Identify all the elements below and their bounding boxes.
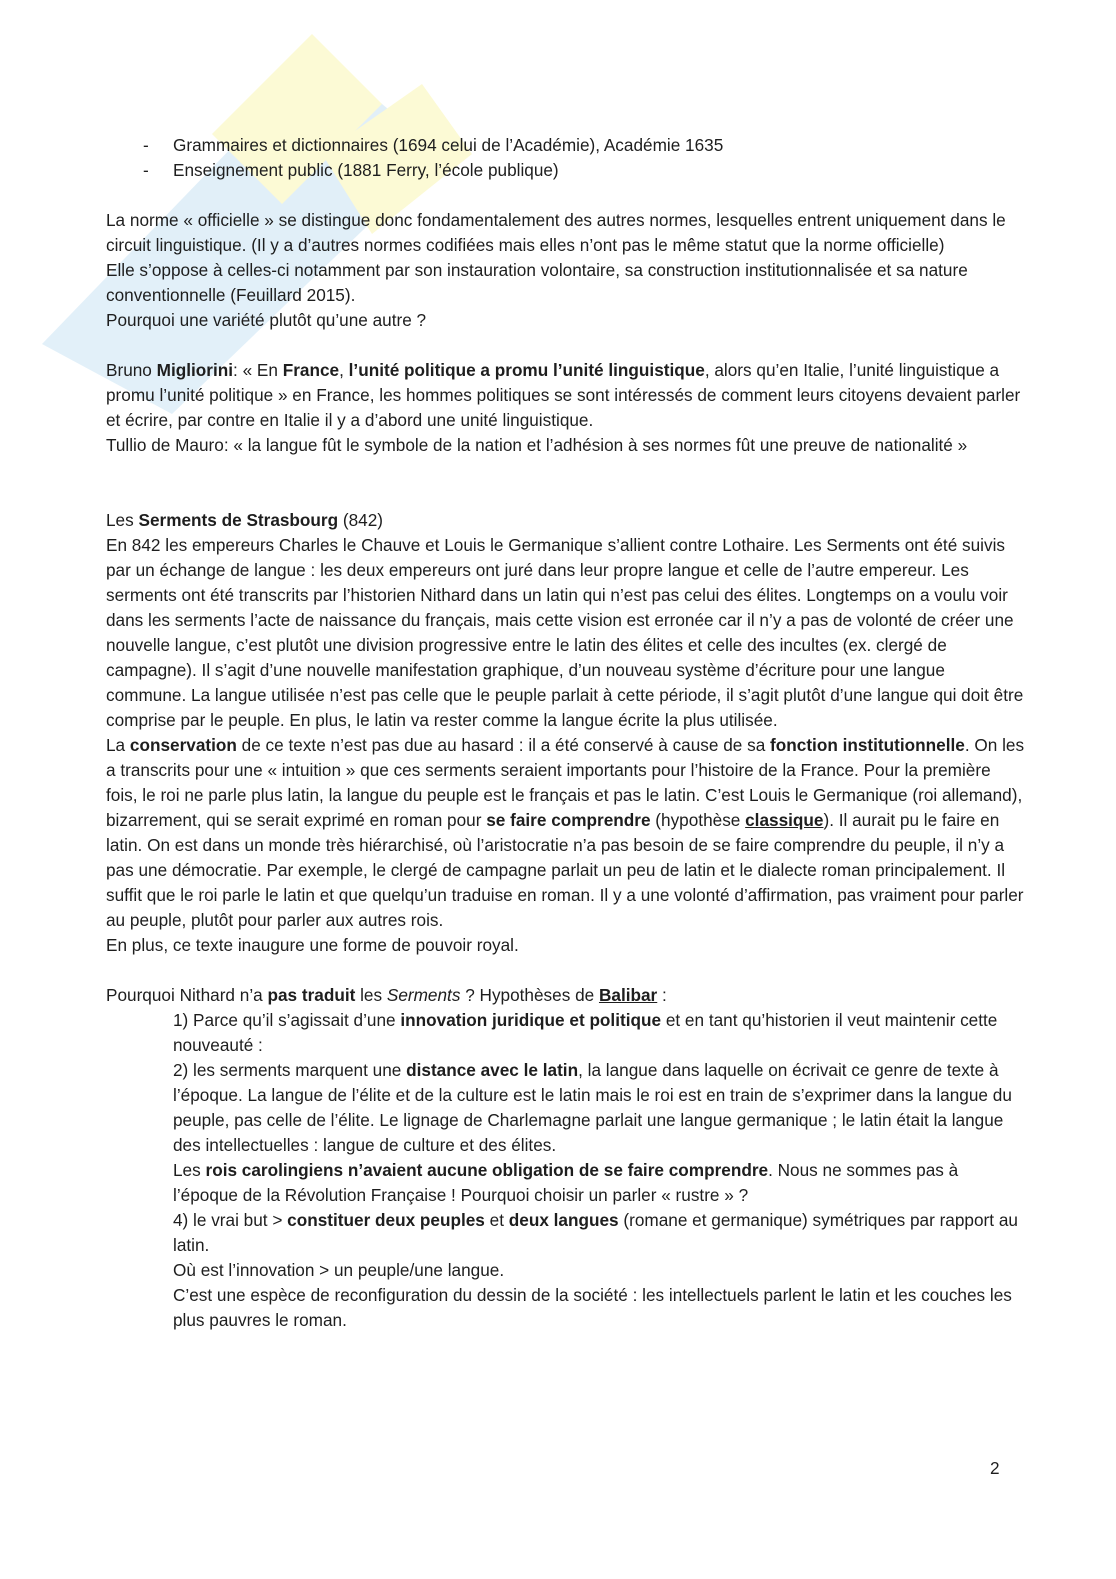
document-body bbox=[106, 133, 1026, 1333]
page-number: 2 bbox=[990, 1458, 1000, 1478]
section-heading-serments: Les Serments de Strasbourg (842) bbox=[106, 510, 384, 530]
paragraph-migliorini: Bruno Migliorini: « En France, l’unité politique a promu l’unité linguistique, alors qu’en Italie, l’unité linguistique a promu l’unité politique » en France, les hommes politiques se sont intéressés de comment leurs citoyens devaient parler et écrire, par contre en Italie il y a d’abord une unité linguistique. Tullio de Mauro: « la langue fût le symbole de la nation et l’adhésion à ses normes fût une preuve de nationalité » bbox=[106, 360, 1021, 455]
bullet-dash: - bbox=[143, 160, 149, 180]
hypothesis-1: 1) Parce qu’il s’agissait d’une innovation juridique et politique et en tant qu’historien il veut maintenir cette nouveauté : bbox=[173, 1010, 998, 1055]
reconfiguration-line: C’est une espèce de reconfiguration du dessin de la société : les intellectuels parlent le latin et les couches les plus pauvres le roman. bbox=[173, 1285, 1012, 1330]
bullet-dash: - bbox=[143, 135, 149, 155]
list-item: - Enseignement public (1881 Ferry, l’école publique) bbox=[106, 158, 1026, 183]
paragraph-nithard-question: Pourquoi Nithard n’a pas traduit les Serments ? Hypothèses de Balibar : bbox=[106, 985, 667, 1005]
innovation-line: Où est l’innovation > un peuple/une langue. bbox=[173, 1260, 505, 1280]
hypotheses-list bbox=[106, 1008, 1026, 1333]
bullet-list bbox=[106, 133, 1026, 183]
list-item: - Grammaires et dictionnaires (1694 celui de l’Académie), Académie 1635 bbox=[106, 133, 1026, 158]
paragraph-serments: En 842 les empereurs Charles le Chauve et Louis le Germanique s’allient contre Lothaire. Les Serments ont été suivis par un échange de langue : les deux empereurs ont juré dans leur propre langue et celle de l’autre empereur. Les serments ont été transcrits par l’historien Nithard dans un latin qui n’est pas celui des élites. Longtemps on a voulu voir dans les serments l’acte de naissance du français, mais cette vision est erronée car il n’y a pas de volonté de créer une nouvelle langue, c’est plutôt une division progressive entre le latin des élites et celle des incultes (ex. clergé de campagne). Il s’agit d’une nouvelle manifestation graphique, d’un nouveau système d’écriture pour une langue commune. La langue utilisée n’est pas celle que le peuple parlait à cette période, il s’agit plutôt d’une langue qui doit être comprise par le peuple. En plus, le latin va rester comme la langue écrite la plus utilisée. bbox=[106, 535, 1024, 730]
hypothesis-3: Les rois carolingiens n’avaient aucune obligation de se faire comprendre. Nous ne sommes pas à l’époque de la Révolution Française ! Pourquoi choisir un parler « rustre » ? bbox=[173, 1160, 959, 1205]
paragraph-norme: La norme « officielle » se distingue donc fondamentalement des autres normes, lesquelles entrent uniquement dans le circuit linguistique. (Il y a d’autres normes codifiées mais elles n’ont pas le même statut que la norme officielle) Elle s’oppose à celles-ci notamment par son instauration volontaire, sa construction institutionnalisée et sa nature conventionnelle (Feuillard 2015). Pourquoi une variété plutôt qu’une autre ? bbox=[106, 210, 1006, 330]
hypothesis-4: 4) le vrai but > constituer deux peuples et deux langues (romane et germanique) symétriques par rapport au latin. bbox=[173, 1210, 1018, 1255]
paragraph-conservation: La conservation de ce texte n’est pas due au hasard : il a été conservé à cause de sa fonction institutionnelle. On les a transcrits pour une « intuition » que ces serments seraient importants pour l’histoire de la France. Pour la première fois, le roi ne parle plus latin, la langue du peuple est le français et pas le latin. C’est Louis le Germanique (roi allemand), bizarrement, qui se serait exprimé en roman pour se faire comprendre (hypothèse classique). Il aurait pu le faire en latin. On est dans un monde très hiérarchisé, où l’aristocratie n’a pas besoin de se faire comprendre du peuple, il n’y a pas une démocratie. Par exemple, le clergé de campagne parlait un peu de latin et le dialecte roman principalement. Il suffit que le roi parle le latin et que quelqu’un traduise en roman. Il y a une volonté d’affirmation, pas vraiment pour parler au peuple, plutôt pour parler aux autres rois. En plus, ce texte inaugure une forme de pouvoir royal. bbox=[106, 735, 1025, 955]
hypothesis-2: 2) les serments marquent une distance avec le latin, la langue dans laquelle on écrivait ce genre de texte à l’époque. La langue de l’élite et de la culture est le latin mais le roi est en train de s’exprimer dans la langue du peuple, pas celle de l’élite. Le lignage de Charlemagne parlait une langue germanique ; le latin était la langue des intellectuelles : langue de culture et des élites. bbox=[173, 1060, 1012, 1155]
